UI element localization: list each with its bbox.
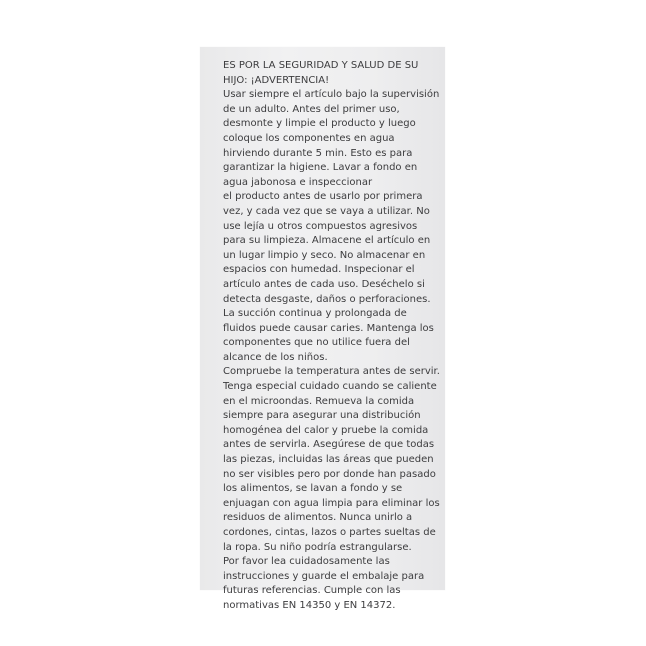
warning-label-text xyxy=(223,59,439,614)
label-text-line: detecta desgaste, daños o perforaciones. xyxy=(223,293,431,305)
label-text-line: no ser visibles pero por donde han pasado xyxy=(223,468,436,480)
label-text-line: la ropa. Su niño podría estrangularse. xyxy=(223,541,412,553)
label-text-line: homogénea del calor y pruebe la comida xyxy=(223,424,429,436)
label-text-line: el producto antes de usarlo por primera xyxy=(223,191,423,203)
label-text-line: las piezas, incluidas las áreas que pueden xyxy=(223,454,434,466)
label-text-line: vez, y cada vez que se vaya a utilizar. No xyxy=(223,205,430,217)
label-text-line: fluidos puede causar caries. Mantenga los xyxy=(223,322,434,334)
label-text-line: Compruebe la temperatura antes de servir. xyxy=(223,366,440,378)
label-text-line: garantizar la higiene. Lavar a fondo en xyxy=(223,162,418,174)
label-text-line: instrucciones y guarde el embalaje para xyxy=(223,570,425,582)
label-text-line: futuras referencias. Cumple con las xyxy=(223,585,401,597)
label-text-line: artículo antes de cada uso. Deséchelo si xyxy=(223,278,425,290)
label-text-line: agua jabonosa e inspeccionar xyxy=(223,176,373,188)
label-text-line: Usar siempre el artículo bajo la supervisión xyxy=(223,89,440,101)
label-text-line: hirviendo durante 5 min. Esto es para xyxy=(223,147,413,159)
label-text-line: cordones, cintas, lazos o partes sueltas de xyxy=(223,527,436,538)
label-text-line: espacios con humedad. Inspecionar el xyxy=(223,264,415,276)
label-text-line: HIJO: ¡ADVERTENCIA! xyxy=(223,74,330,86)
label-text-line: antes de servirla. Asegúrese de que todas xyxy=(223,439,435,451)
label-text-line: Tenga especial cuidado cuando se caliente xyxy=(223,381,437,393)
label-text-line: desmonte y limpie el producto y luego xyxy=(223,118,416,130)
label-text-line: use lejía u otros compuestos agresivos xyxy=(223,220,418,232)
label-text-line: para su limpieza. Almacene el artículo en xyxy=(223,235,431,247)
label-text-line: coloque los componentes en agua xyxy=(223,132,395,144)
label-text-line: enjuagan con agua limpia para eliminar los xyxy=(223,497,440,509)
label-text-line: residuos de alimentos. Nunca unirlo a xyxy=(223,512,413,524)
label-text-line: los alimentos, se lavan a fondo y se xyxy=(223,483,403,495)
label-text-line: alcance de los niños. xyxy=(223,351,328,363)
label-text-line: La succión continua y prolongada de xyxy=(223,308,407,320)
label-text-line: normativas EN 14350 y EN 14372. xyxy=(223,599,396,611)
label-text-line: un lugar limpio y seco. No almacenar en xyxy=(223,249,426,261)
label-text-line: ES POR LA SEGURIDAD Y SALUD DE SU xyxy=(223,60,419,71)
label-text-line: componentes que no utilice fuera del xyxy=(223,337,410,349)
warning-label-card xyxy=(200,47,445,611)
label-text-line: siempre para asegurar una distribución xyxy=(223,410,421,422)
label-text-line: Por favor lea cuidadosamente las xyxy=(223,556,390,568)
label-text-line: en el microondas. Remueva la comida xyxy=(223,395,415,407)
label-text-line: de un adulto. Antes del primer uso, xyxy=(223,103,400,115)
